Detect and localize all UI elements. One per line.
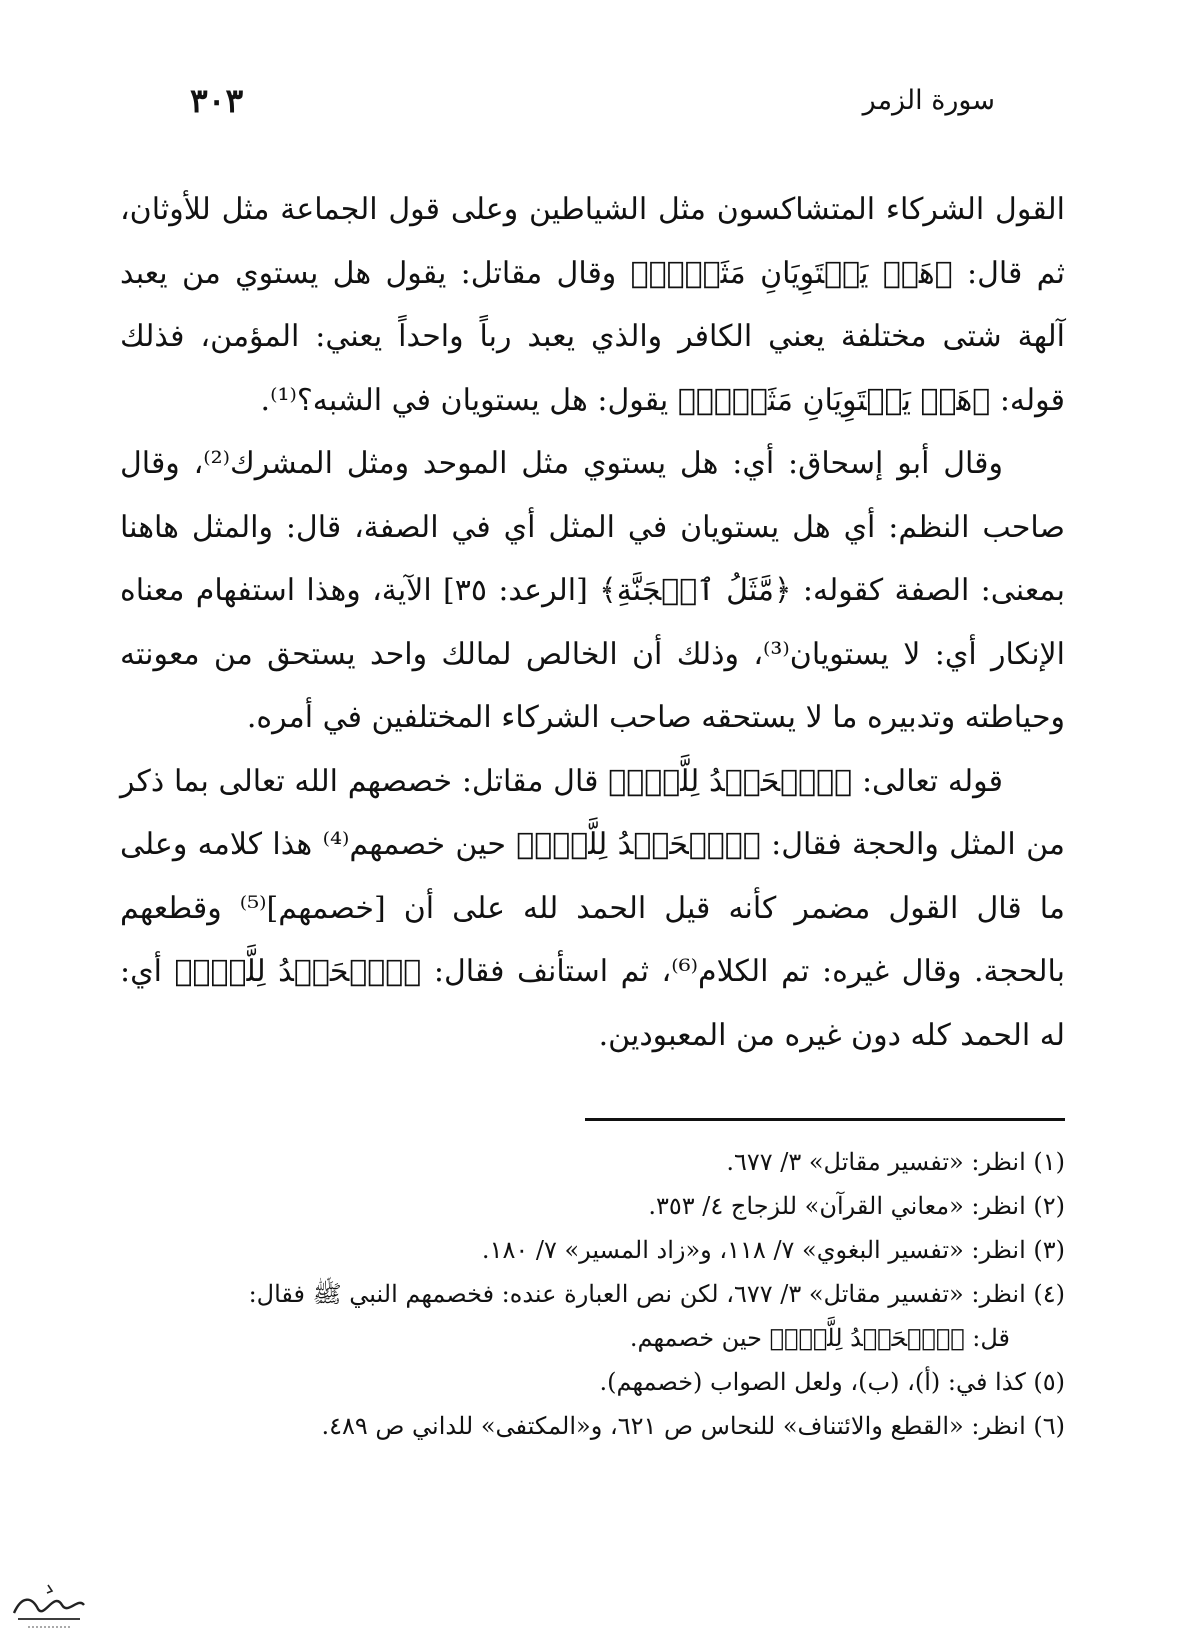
footnote: (٤) انظر: «تفسير مقاتل» ٣/ ٦٧٧، لكن نص العبارة عنده: فخصمهم النبي ﷺ فقال: xyxy=(248,1280,1065,1308)
paragraph: قوله تعالى: ﴿ٱلۡحَمۡدُ لِلَّهِۚ﴾ قال مقاتل: خصصهم الله تعالى بما ذكر من المثل والحجة فقال: ﴿ٱلۡحَمۡدُ لِلَّهِۚ﴾ حين خصمهم⁽⁴⁾ هذا كلامه وعلى ما قال القول مضمر كأنه قيل الحمد لله على أن [خصمهم]⁽⁵⁾ وقطعهم بالحجة. وقال غيره: تم الكلام⁽⁶⁾، ثم استأنف فقال: ﴿ٱلۡحَمۡدُ لِلَّهِۚ﴾ أي: له الحمد كله دون غيره من المعبودين. xyxy=(120,763,1065,1053)
footnote-continuation: قل: ﴿ٱلۡحَمۡدُ لِلَّهِۚ﴾ حين خصمهم. xyxy=(629,1324,1010,1352)
main-text xyxy=(120,178,1065,1067)
paragraph: وقال أبو إسحاق: أي: هل يستوي مثل الموحد ومثل المشرك⁽²⁾، وقال صاحب النظم: أي هل يستويان في المثل أي في الصفة، قال: والمثل هاهنا بمعنى: الصفة كقوله: ﴿مَّثَلُ ٱلۡجَنَّةِ﴾ [الرعد: ٣٥] الآية، وهذا استفهام معناه الإنكار أي: لا يستويان⁽³⁾، وذلك أن الخالص لمالك واحد يستحق من معونته وحياطته وتدبيره ما لا يستحقه صاحب الشركاء المختلفين في أمره. xyxy=(120,446,1066,735)
footnote: (١) انظر: «تفسير مقاتل» ٣/ ٦٧٧. xyxy=(726,1148,1065,1176)
footnote-divider xyxy=(585,1118,1065,1121)
surah-title: سورة الزمر xyxy=(862,85,995,116)
library-logo xyxy=(8,1575,90,1635)
paragraph: القول الشركاء المتشاكسون مثل الشياطين وعلى قول الجماعة مثل للأوثان، ثم قال: ﴿هَلۡ يَسۡتَوِيَانِ مَثَلًاۚ﴾ وقال مقاتل: يقول هل يستوي من يعبد آلهة شتى مختلفة يعني الكافر والذي يعبد رباً واحداً يعني: المؤمن، فذلك قوله: ﴿هَلۡ يَسۡتَوِيَانِ مَثَلًاۚ﴾ يقول: هل يستويان في الشبه؟⁽¹⁾. xyxy=(120,192,1065,418)
footnote: (٣) انظر: «تفسير البغوي» ٧/ ١١٨، و«زاد المسير» ٧/ ١٨٠. xyxy=(481,1236,1065,1264)
page-number: ٣٠٣ xyxy=(190,81,244,120)
page-header xyxy=(190,81,995,135)
footnotes xyxy=(120,1140,1065,1448)
footnote: (٢) انظر: «معاني القرآن» للزجاج ٤/ ٣٥٣. xyxy=(648,1192,1065,1220)
footnote: (٥) كذا في: (أ)، (ب)، ولعل الصواب (خصمهم). xyxy=(599,1368,1065,1396)
footnote: (٦) انظر: «القطع والائتناف» للنحاس ص ٦٢١، و«المكتفى» للداني ص ٤٨٩. xyxy=(321,1412,1065,1440)
